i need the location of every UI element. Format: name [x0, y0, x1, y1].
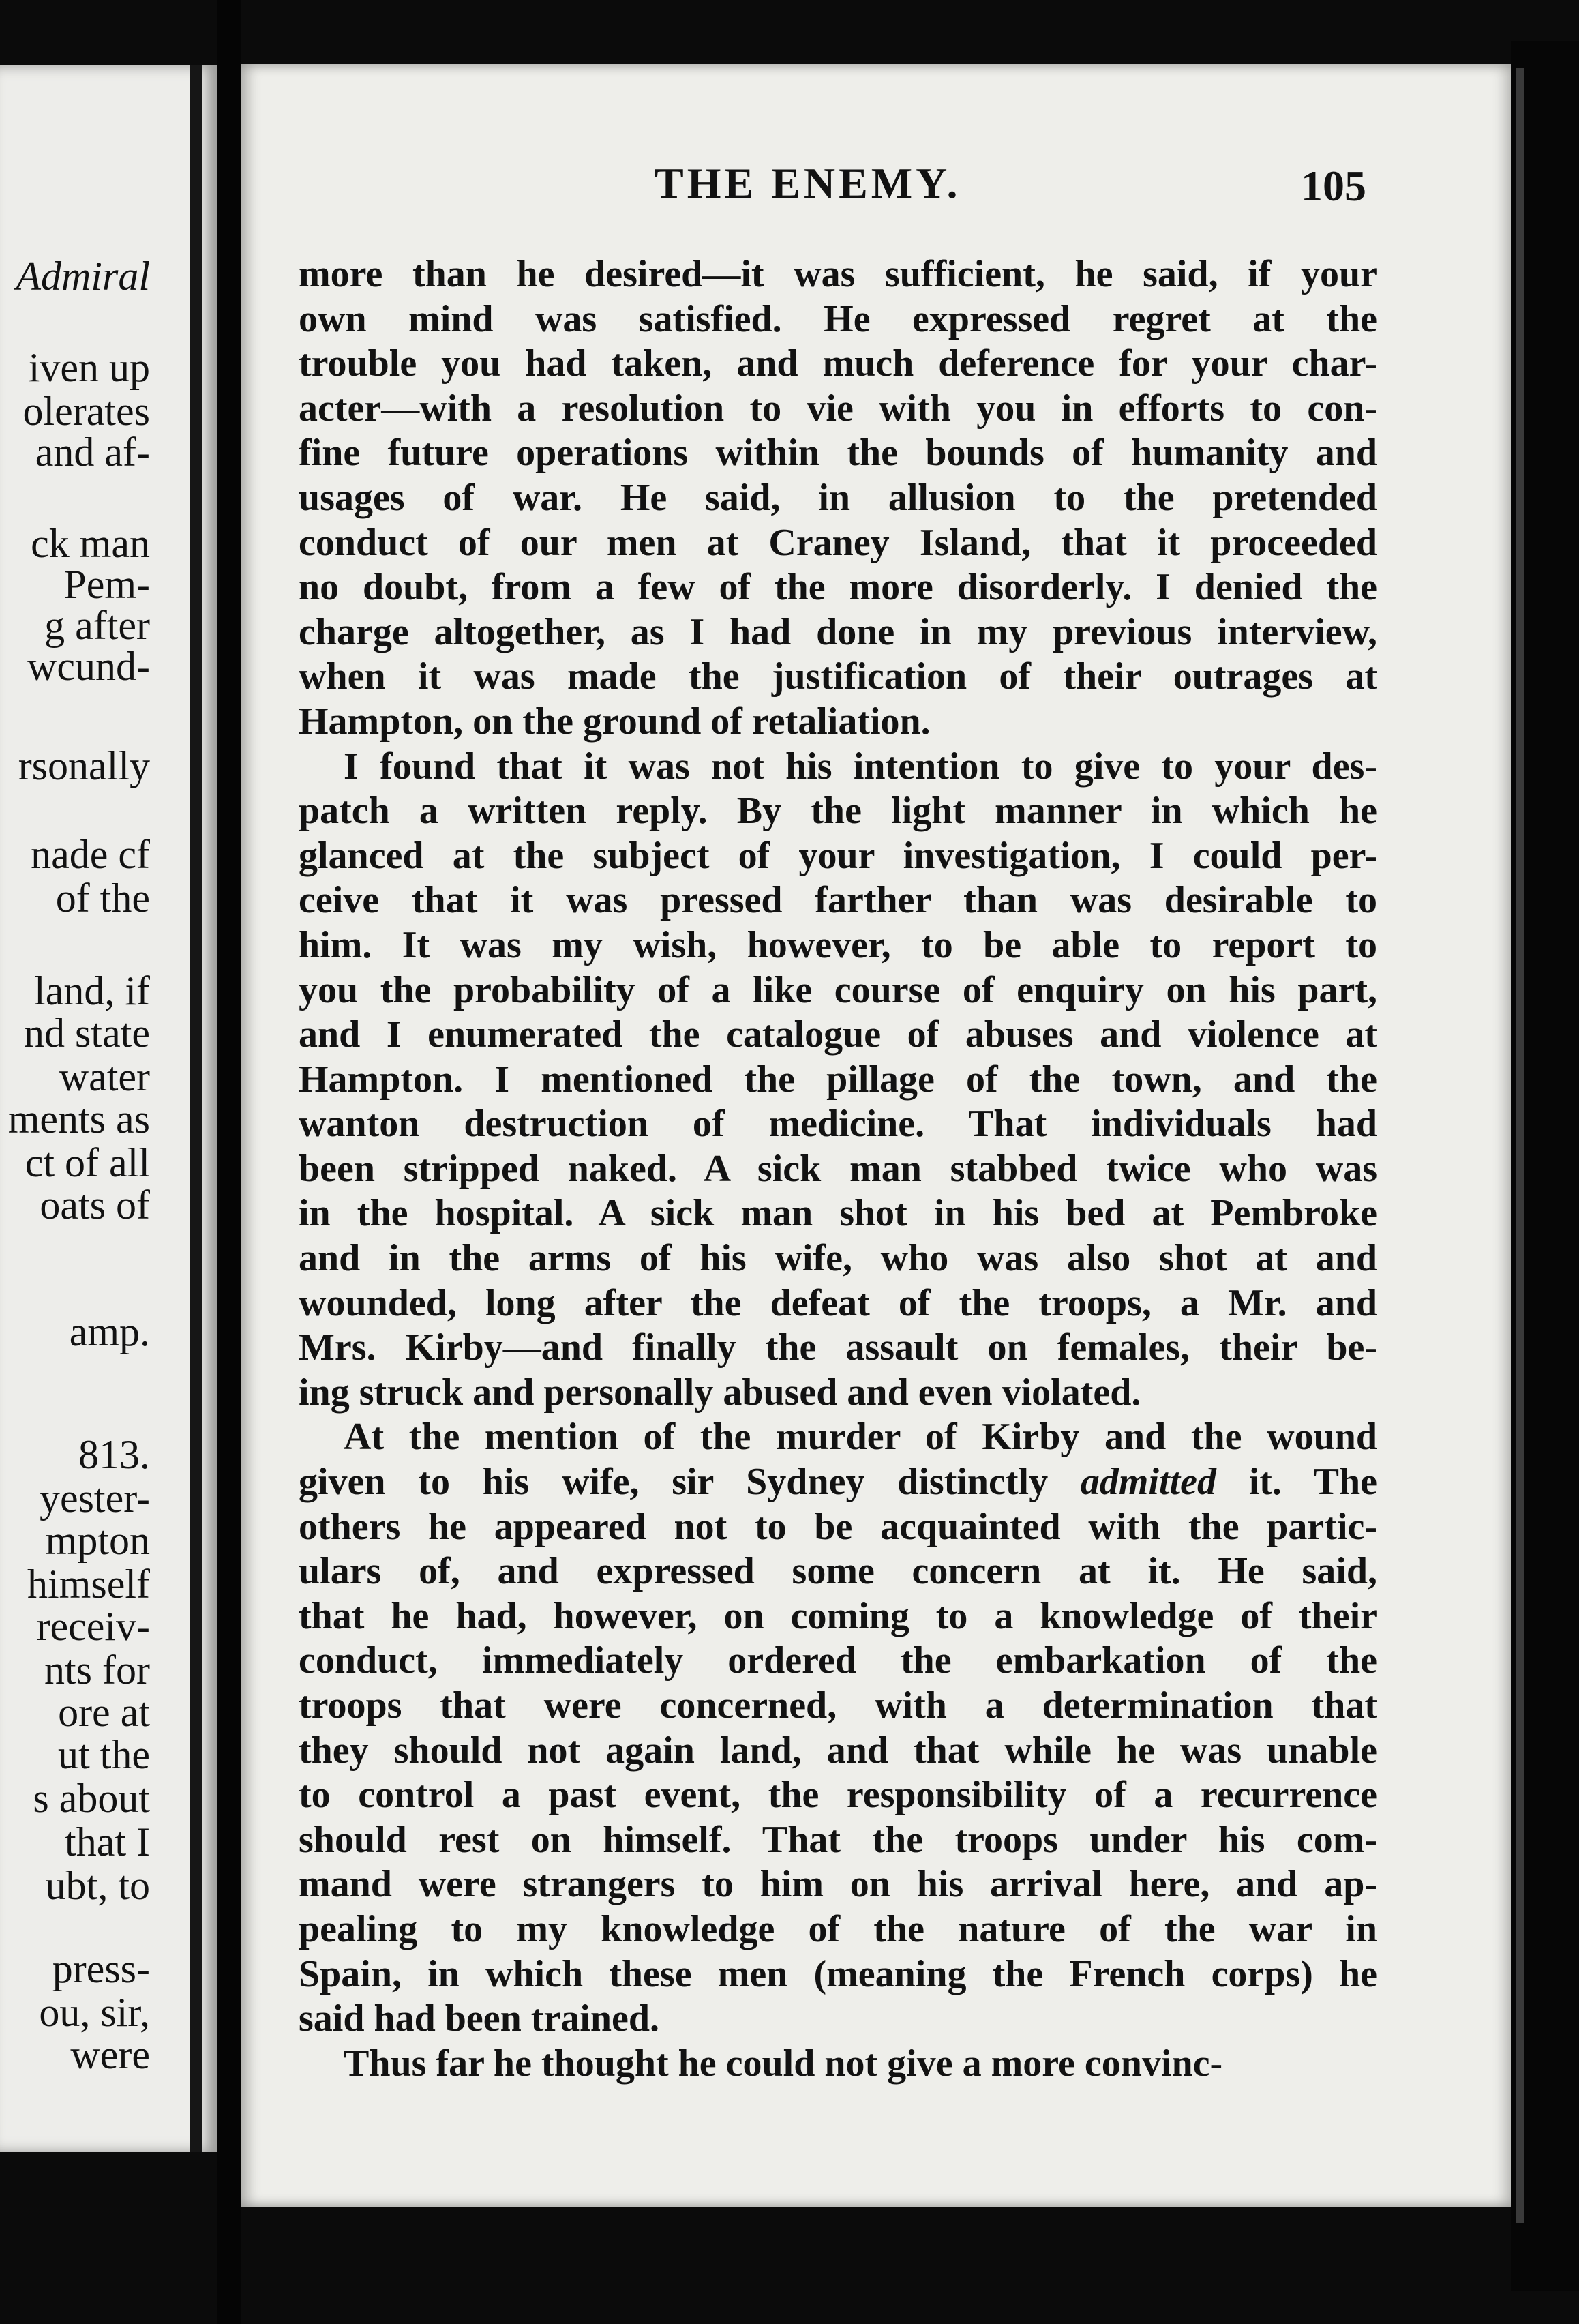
text-line: to control a past event, the responsibility of a recurrence: [299, 1774, 1377, 1817]
page-edge-right: [1511, 41, 1579, 2291]
text-line: and I enumerated the catalogue of abuses and violence at: [299, 1013, 1377, 1056]
text-line: ulars of, and expressed some concern at it. He said,: [299, 1550, 1377, 1593]
facing-page-line: press-: [52, 1946, 150, 1991]
text-line: more than he desired—it was sufficient, he said, if your: [299, 253, 1377, 295]
text-line: in the hospital. A sick man shot in his bed at Pembroke: [299, 1192, 1377, 1235]
text-line: ing struck and personally abused and even violated.: [299, 1371, 1141, 1414]
facing-page-line: ore at: [58, 1690, 150, 1735]
text-line: Thus far he thought he could not give a more convinc-: [344, 2042, 1223, 2085]
paragraph-3-line-1: At the mention of the murder of Kirby and the wound: [344, 1416, 1377, 1459]
text-line: own mind was satisfied. He expressed regret at the: [299, 297, 1377, 340]
italic-word-admitted: admitted: [1080, 1461, 1216, 1504]
facing-page-line: iven up: [28, 345, 150, 390]
facing-page-line: rsonally: [18, 743, 150, 788]
text-line: Hampton, on the ground of retaliation.: [299, 700, 931, 743]
text-line: usages of war. He said, in allusion to the pretended: [299, 476, 1377, 519]
facing-page-fragment: [0, 65, 217, 2152]
text-line: fine future operations within the bounds of humanity and: [299, 432, 1377, 475]
text-line: I found that it was not his intention to give to your des-: [344, 745, 1377, 788]
text-line: and in the arms of his wife, who was also shot at and: [299, 1237, 1377, 1280]
facing-page-line: wcund-: [27, 644, 150, 689]
text-line: pealing to my knowledge of the nature of the war in: [299, 1907, 1377, 1950]
text-line: patch a written reply. By the light manner in which he: [299, 790, 1377, 833]
text-line: Mrs. Kirby—and finally the assault on females, their be-: [299, 1326, 1377, 1369]
text-line: you the probability of a like course of enquiry on his part,: [299, 968, 1377, 1011]
facing-page-line: olerates: [22, 389, 150, 434]
text-line: acter—with a resolution to vie with you in efforts to con-: [299, 387, 1377, 430]
facing-page-line: Admiral: [16, 254, 150, 299]
text-line: troops that were concerned, with a determination that: [299, 1684, 1377, 1727]
text-line: that he had, however, on coming to a knowledge of their: [299, 1594, 1377, 1637]
text-line: Spain, in which these men (meaning the French corps) he: [299, 1952, 1377, 1995]
paragraph-2: [299, 745, 1377, 1416]
paragraph-3-line-2: [299, 1460, 1377, 1505]
text-line: wanton destruction of medicine. That individuals had: [299, 1103, 1377, 1146]
facing-page-line: amp.: [69, 1309, 150, 1354]
facing-page-line: ck man: [31, 521, 150, 566]
facing-page-line: Pem-: [63, 562, 150, 607]
page-edge-strip: [1516, 68, 1524, 2223]
paragraph-1: [299, 252, 1377, 745]
text-line: him. It was my wish, however, to be able to report to: [299, 923, 1377, 966]
page-edge-shadow: [190, 65, 202, 2152]
running-head: THE ENEMY.: [655, 159, 961, 207]
facing-page-line: s about: [33, 1776, 150, 1821]
text-line: trouble you had taken, and much deference for your char-: [299, 342, 1377, 385]
facing-page-line: mpton: [45, 1518, 150, 1563]
text-line: been stripped naked. A sick man stabbed twice who was: [299, 1147, 1377, 1190]
facing-page-line: g after: [44, 603, 150, 648]
facing-page-line: nts for: [44, 1648, 150, 1693]
text-line: others he appeared not to be acquainted with the partic-: [299, 1505, 1377, 1548]
facing-page-line: and af-: [35, 430, 150, 475]
text-line: when it was made the justification of their outrages at: [299, 655, 1377, 698]
facing-page-line: oats of: [40, 1182, 150, 1227]
page-number: 105: [1301, 162, 1366, 210]
facing-page-line: nade cf: [31, 832, 150, 877]
text-line: they should not again land, and that while he was unable: [299, 1729, 1377, 1772]
facing-page-line: 813.: [78, 1432, 150, 1477]
book-gutter: [217, 0, 241, 2324]
body-text: [299, 252, 1377, 2086]
facing-page-line: were: [70, 2032, 150, 2077]
text-line: no doubt, from a few of the more disorderly. I denied the: [299, 566, 1377, 609]
text-line: Hampton. I mentioned the pillage of the town, and the: [299, 1058, 1377, 1101]
facing-page-line: himself: [27, 1562, 150, 1607]
paragraph-3-rest: [299, 1505, 1377, 2042]
facing-page-line: receiv-: [36, 1604, 150, 1649]
facing-page-line: water: [59, 1054, 150, 1099]
text-line: ceive that it was pressed farther than was desirable to: [299, 879, 1377, 922]
line-text: it. The: [1248, 1461, 1377, 1504]
facing-page-line: ou, sir,: [39, 1990, 150, 2035]
facing-page-line: that I: [65, 1819, 150, 1864]
text-line: charge altogether, as I had done in my previous interview,: [299, 610, 1377, 653]
facing-page-line: land, if: [34, 968, 150, 1013]
facing-page-line: yester-: [39, 1476, 150, 1521]
paragraph-4: [299, 2042, 1377, 2087]
paragraph-3: [299, 1415, 1377, 2041]
text-line: conduct, immediately ordered the embarkation of the: [299, 1639, 1377, 1682]
text-line: glanced at the subject of your investigation, I could per-: [299, 834, 1377, 877]
text-line: mand were strangers to him on his arrival here, and ap-: [299, 1863, 1377, 1906]
line-text: given to his wife, sir Sydney distinctly: [299, 1461, 1049, 1504]
text-line: wounded, long after the defeat of the troops, a Mr. and: [299, 1281, 1377, 1324]
facing-page-line: ments as: [7, 1097, 150, 1142]
text-line: should rest on himself. That the troops under his com-: [299, 1818, 1377, 1861]
facing-page-line: ut the: [58, 1732, 150, 1777]
text-line: said had been trained.: [299, 1997, 659, 2040]
text-line: conduct of our men at Craney Island, that it proceeded: [299, 521, 1377, 564]
facing-page-line: nd state: [24, 1011, 150, 1056]
facing-page-line: ubt, to: [45, 1863, 150, 1908]
facing-page-line: ct of all: [25, 1140, 150, 1185]
facing-page-line: of the: [55, 876, 150, 921]
